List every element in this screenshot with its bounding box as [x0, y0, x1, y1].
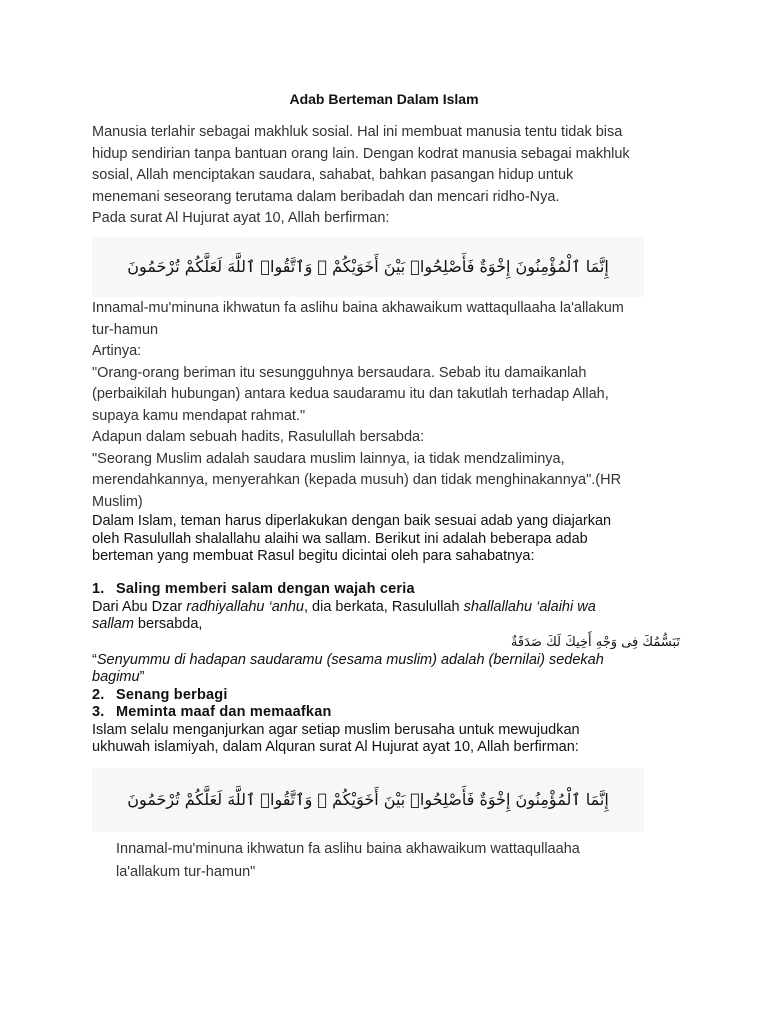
intro-line: sosial, Allah menciptakan saudara, sahabat, bahkan pasangan hidup untuk — [92, 167, 574, 183]
text-line: merendahkannya, menyerahkan (kepada musuh) dan tidak menghinakannya".(HR — [92, 472, 622, 488]
intro-line: Manusia terlahir sebagai makhluk sosial. Hal ini membuat manusia tentu tidak bisa — [92, 124, 623, 140]
list-item-text: Islam selalu menganjurkan agar setiap muslim berusaha untuk mewujudkan — [92, 721, 580, 738]
list-item-text: ukhuwah islamiyah, dalam Alquran surat Al Hujurat ayat 10, Allah berfirman: — [92, 739, 579, 755]
narration-italic: shallallahu ‘alaihi wa — [463, 598, 596, 615]
translation-italic: Senyummu di hadapan saudaramu (sesama muslim) adalah (bernilai) sedekah — [96, 651, 604, 668]
narration-text — [92, 616, 692, 634]
text-line: Dalam Islam, teman harus diperlakukan dengan baik sesuai adab yang diajarkan — [92, 513, 612, 529]
list-item-heading — [92, 687, 692, 705]
list-number: 1. — [92, 581, 105, 597]
list-item-heading — [92, 704, 692, 722]
text-line: Muslim) — [92, 493, 143, 510]
translation-italic: bagimu — [92, 669, 140, 685]
arabic-verse-image: إِنَّمَا ٱلْمُؤْمِنُونَ إِخْوَةٌ فَأَصْلِحُوا۟ بَيْنَ أَخَوَيْكُمْ ۚ وَٱتَّقُوا۟ ٱللَّهَ لَعَلَّكُمْ تُرْحَمُونَ — [92, 237, 644, 297]
arabic-verse-image: إِنَّمَا ٱلْمُؤْمِنُونَ إِخْوَةٌ فَأَصْلِحُوا۟ بَيْنَ أَخَوَيْكُمْ ۚ وَٱتَّقُوا۟ ٱللَّهَ لَعَلَّكُمْ تُرْحَمُونَ — [92, 768, 644, 832]
text-line: supaya kamu mendapat rahmat." — [92, 407, 306, 424]
text-line: oleh Rasulullah shalallahu alaihi wa sallam. Berikut ini adalah beberapa adab — [92, 530, 588, 547]
text-line: Innamal-mu'minuna ikhwatun fa aslihu baina akhawaikum wattaqullaaha — [116, 841, 580, 857]
text-line: (perbaikilah hubungan) antara kedua saudaramu itu dan takutlah terhadap Allah, — [92, 386, 609, 402]
transliteration-paragraph — [92, 298, 682, 513]
adab-list — [92, 581, 692, 757]
hadith-translation — [92, 652, 692, 670]
list-number: 3. — [92, 704, 105, 720]
text-line: "Seorang Muslim adalah saudara muslim lainnya, ia tidak mendzaliminya, — [92, 450, 565, 467]
closing-transliteration — [116, 838, 636, 884]
intro-line: menemani seseorang terutama dalam beribadah dan mencari ridho-Nya. — [92, 188, 560, 205]
text-line: tur-hamun — [92, 321, 159, 338]
adab-intro-paragraph — [92, 513, 682, 566]
list-item-heading — [92, 581, 692, 599]
text-line: Artinya: — [92, 343, 142, 359]
narration-text — [92, 599, 692, 617]
narration-italic: sallam — [92, 616, 134, 632]
narration-italic: radhiyallahu ‘anhu — [186, 598, 304, 615]
narration-part: , dia berkata, Rasulullah — [304, 598, 464, 615]
document-title: Adab Berteman Dalam Islam — [289, 91, 479, 107]
text-line: berteman yang membuat Rasul begitu dicintai oleh para sahabatnya: — [92, 548, 535, 564]
list-number: 2. — [92, 686, 105, 703]
text-line: Adapun dalam sebuah hadits, Rasulullah bersabda: — [92, 429, 425, 445]
hadith-translation — [92, 669, 692, 687]
quote-mark: ” — [139, 669, 145, 685]
intro-paragraph — [92, 122, 682, 230]
list-heading-text: Senang berbagi — [116, 686, 228, 703]
quote-mark: “ — [92, 651, 97, 668]
text-line: Innamal-mu'minuna ikhwatun fa aslihu baina akhawaikum wattaqullaaha la'allakum — [92, 300, 624, 316]
text-line: la'allakum tur-hamun" — [116, 864, 256, 880]
intro-line: hidup sendirian tanpa bantuan orang lain. Dengan kodrat manusia sebagai makhluk — [92, 145, 630, 162]
text-line: "Orang-orang beriman itu sesungguhnya bersaudara. Sebab itu damaikanlah — [92, 364, 587, 381]
list-heading-text: Saling memberi salam dengan wajah ceria — [116, 581, 415, 597]
narration-part: Dari Abu Dzar — [92, 598, 187, 615]
hadith-arabic: تَبَسُّمُكَ فِى وَجْهِ أَخِيكَ لَكَ صَدَقَةٌ — [510, 634, 680, 650]
intro-line: Pada surat Al Hujurat ayat 10, Allah berfirman: — [92, 210, 390, 226]
narration-part: bersabda, — [133, 616, 203, 632]
list-heading-text: Meminta maaf dan memaafkan — [116, 704, 332, 720]
